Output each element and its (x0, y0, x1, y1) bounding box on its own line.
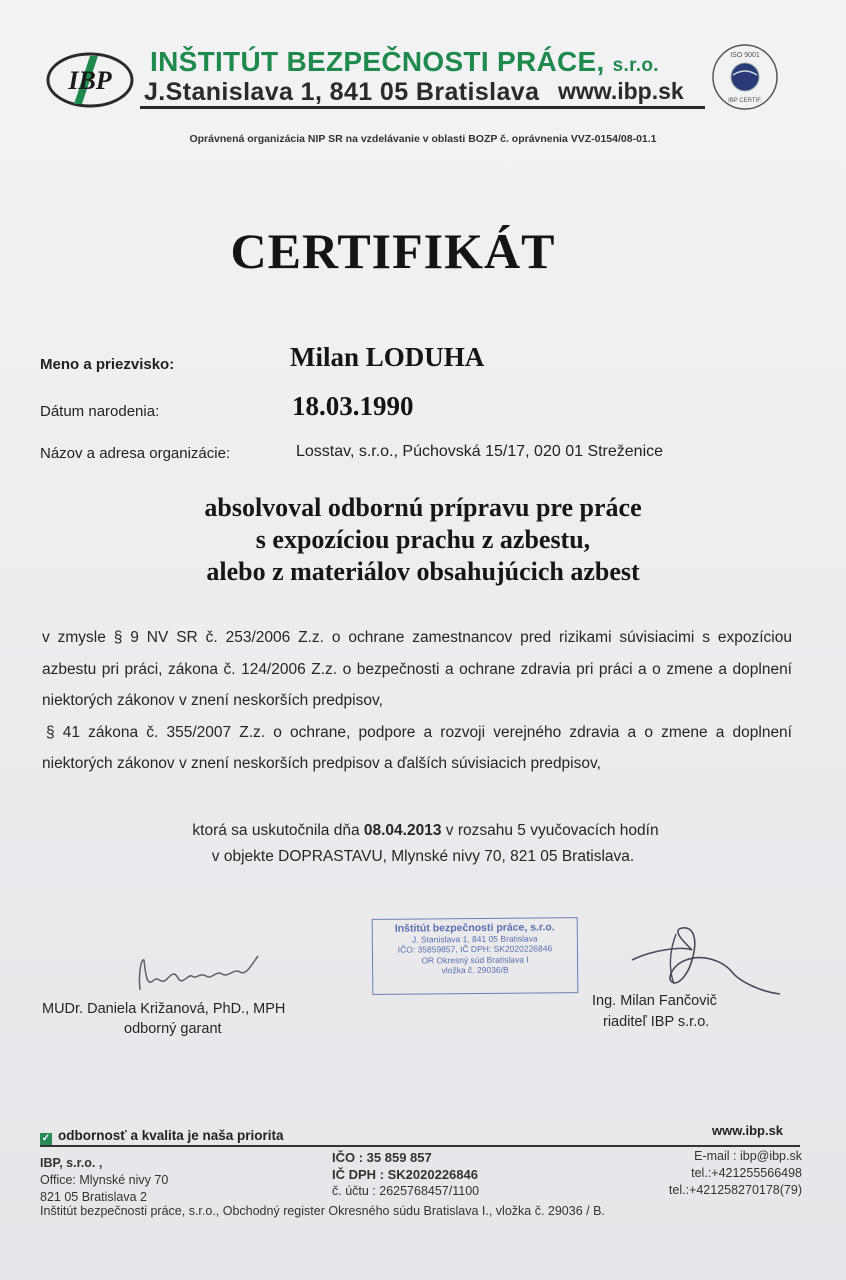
name-value: Milan LODUHA (290, 342, 485, 372)
course-date: 08.04.2013 (363, 822, 442, 839)
legal-paragraph-2: § 41 zákona č. 355/2007 Z.z. o ochrane, podpore a rozvoji verejného zdravia a o zmene a doplnení niektorých zákonov v znení neskorších predpisov a ďalších súvisiacich predpisov, (42, 723, 792, 772)
course-details (0, 818, 846, 870)
company-stamp: Inštitút bezpečnosti práce, s.r.o. J. Stanislava 1, 841 05 Bratislava IČO: 35859857, IČ DPH: SK2020226846 OR Okresný súd Bratislava I vložka č. 29036/B (372, 917, 579, 995)
footer-website: www.ibp.sk (712, 1123, 784, 1138)
right-signatory-name: Ing. Milan Fančovič (592, 993, 717, 1009)
right-signatory-role: riaditeľ IBP s.r.o. (603, 1014, 710, 1030)
header-divider (140, 106, 705, 109)
organization-value: Losstav, s.r.o., Púchovská 15/17, 020 01 Streženice (296, 443, 664, 460)
birth-date-label: Dátum narodenia: (40, 403, 160, 420)
birth-date-value: 18.03.1990 (292, 391, 414, 421)
certificate-title: CERTIFIKÁT (230, 223, 556, 279)
legal-paragraph-1: v zmysle § 9 NV SR č. 253/2006 Z.z. o ochrane zamestnancov pred rizikami súvisiacimi s expozíciou azbestu pri práci, zákona č. 124/2006 Z.z. o bezpečnosti a ochrane zdravia pri práci a o zmene a doplnení niektorých zákonov v znení neskorších predpisov, (42, 629, 792, 709)
institute-website: www.ibp.sk (558, 78, 684, 104)
legal-basis (42, 622, 792, 780)
course-location: v objekte DOPRASTAVU, Mlynské nivy 70, 821 05 Bratislava. (211, 848, 635, 865)
organization-label: Názov a adresa organizácie: (40, 445, 231, 462)
footer-registration-block: IČO : 35 859 857 IČ DPH : SK2020226846 č. účtu : 2625768457/1100 (332, 1150, 480, 1198)
institute-name: INŠTITÚT BEZPEČNOSTI PRÁCE, s.r.o. (150, 46, 659, 77)
signature-right (612, 920, 782, 1000)
ibp-logo (46, 52, 134, 108)
completion-statement (0, 492, 846, 588)
svg-text:ISO 9001: ISO 9001 (730, 52, 760, 59)
institute-address: J.Stanislava 1, 841 05 Bratislava (144, 78, 540, 106)
logo-text: IBP (68, 66, 112, 95)
course-date-line: ktorá sa uskutočnila dňa 08.04.2013 v rozsahu 5 vyučovacích hodín (192, 822, 659, 839)
svg-text:IBP CERTIF.: IBP CERTIF. (728, 98, 762, 104)
iso-seal-icon (710, 42, 780, 112)
statement-line-3: alebo z materiálov obsahujúcich azbest (206, 557, 640, 586)
statement-line-2: s expozíciou prachu z azbestu, (255, 525, 591, 554)
left-signatory-name: MUDr. Daniela Križanová, PhD., MPH (42, 1001, 286, 1017)
footer-register: Inštitút bezpečnosti práce, s.r.o., Obchodný register Okresného súdu Bratislava I., vložka č. 29036 / B. (40, 1204, 605, 1218)
footer-company-block: IBP, s.r.o. , Office: Mlynské nivy 70 821 05 Bratislava 2 (40, 1156, 169, 1204)
left-signatory-role: odborný garant (124, 1021, 222, 1037)
check-icon: ✓ (41, 1133, 51, 1144)
signature-left (130, 950, 280, 1000)
footer-divider (40, 1145, 800, 1147)
company-motto: ✓ odbornosť a kvalita je naša priorita (41, 1128, 284, 1144)
footer-contact-block: E-mail : ibp@ibp.sk tel.:+421255566498 tel.:+421258270178(79) (668, 1149, 802, 1197)
name-label: Meno a priezvisko: (40, 356, 175, 373)
authorization-note: Oprávnená organizácia NIP SR na vzdelávanie v oblasti BOZP č. oprávnenia VVZ-0154/08-01.1 (189, 133, 657, 145)
statement-line-1: absolvoval odbornú prípravu pre práce (204, 493, 642, 522)
